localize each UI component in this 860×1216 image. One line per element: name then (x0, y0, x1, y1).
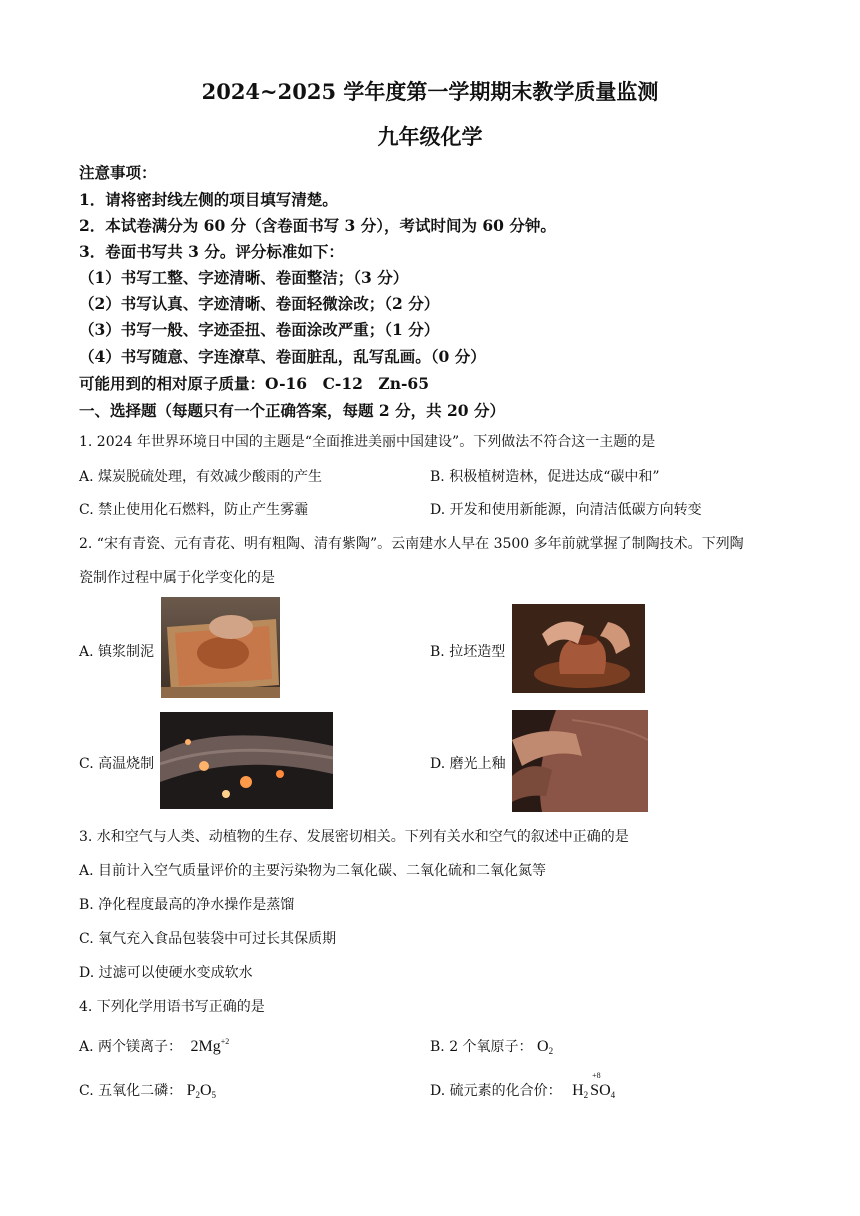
question-2-option-a: A. 镇浆制泥 (79, 644, 155, 660)
formula: $H_2$ +8 $SO_4$ (572, 1071, 616, 1100)
notice-item: 2．本试卷满分为 60 分（含卷面书写 3 分），考试时间为 60 分钟。 (79, 216, 556, 235)
question-1-option-b: B. 积极植树造林，促进达成“碳中和” (430, 469, 660, 485)
exam-title: 2024~2025 学年度第一学期期末教学质量监测 (201, 79, 659, 104)
question-2-option-d: D. 磨光上釉 (430, 756, 506, 772)
question-2-stem: 瓷制作过程中属于化学变化的是 (79, 570, 275, 586)
question-4-option-a (79, 1036, 229, 1056)
wheel-throwing-photo (512, 604, 645, 693)
option-label: A. 两个镁离子： (79, 1039, 183, 1055)
question-1-stem: 1. 2024 年世界环境日中国的主题是“全面推进美丽中国建设”。下列做法不符合这一主题的是 (79, 434, 656, 450)
option-label: D. 硫元素的化合价： (430, 1083, 562, 1099)
question-3-option-c: C. 氧气充入食品包装袋中可过长其保质期 (79, 931, 337, 947)
question-3-option-b: B. 净化程度最高的净水操作是蒸馏 (79, 897, 295, 913)
polishing-glaze-photo (512, 710, 648, 812)
question-1-option-c: C. 禁止使用化石燃料，防止产生雾霾 (79, 502, 309, 518)
question-4-option-b (430, 1036, 553, 1056)
atomic-mass-line: 可能用到的相对原子质量：O-16 C-12 Zn-65 (79, 374, 429, 393)
exam-subtitle: 九年级化学 (377, 124, 483, 149)
notice-item: （1）书写工整、字迹清晰、卷面整洁；（3 分） (79, 268, 409, 287)
notice-heading: 注意事项： (79, 163, 157, 182)
option-label: C. 五氧化二磷： (79, 1083, 183, 1099)
question-2-option-c: C. 高温烧制 (79, 756, 155, 772)
notice-item: （4）书写随意、字连潦草、卷面脏乱，乱写乱画。（0 分） (79, 347, 486, 366)
notice-item: （3）书写一般、字迹歪扭、卷面涂改严重；（1 分） (79, 320, 440, 339)
notice-item: （2）书写认真、字迹清晰、卷面轻微涂改；（2 分） (79, 294, 440, 313)
question-1-option-a: A. 煤炭脱硫处理，有效减少酸雨的产生 (79, 469, 323, 485)
question-3-stem: 3. 水和空气与人类、动植物的生存、发展密切相关。下列有关水和空气的叙述中正确的是 (79, 829, 629, 845)
question-4-stem: 4. 下列化学用语书写正确的是 (79, 999, 265, 1015)
formula: $2Mg^{+2}$ (190, 1037, 230, 1055)
clay-sieving-photo (161, 597, 280, 698)
question-2-option-b: B. 拉坯造型 (430, 644, 506, 660)
question-2-stem: 2. “宋有青瓷、元有青花、明有粗陶、清有紫陶”。云南建水人早在 3500 多年前就掌握了制陶技术。下列陶 (79, 536, 744, 552)
notice-item: 1．请将密封线左侧的项目填写清楚。 (79, 190, 338, 209)
question-4-option-d (430, 1071, 616, 1100)
question-3-option-a: A. 目前计入空气质量评价的主要污染物为二氧化碳、二氧化硫和二氧化氮等 (79, 863, 547, 879)
valence-mark: +8 (592, 1071, 601, 1080)
question-1-option-d: D. 开发和使用新能源，向清洁低碳方向转变 (430, 502, 702, 518)
kiln-firing-photo (160, 712, 333, 809)
question-3-option-d: D. 过滤可以使硬水变成软水 (79, 965, 253, 981)
option-label: B. 2 个氧原子： (430, 1039, 533, 1055)
section-heading: 一、选择题（每题只有一个正确答案，每题 2 分，共 20 分） (79, 401, 505, 420)
formula: $P_2O_5$ (186, 1082, 217, 1100)
formula: $O_2$ (537, 1038, 554, 1056)
question-4-option-c (79, 1080, 216, 1100)
notice-item: 3．卷面书写共 3 分。评分标准如下： (79, 242, 344, 261)
